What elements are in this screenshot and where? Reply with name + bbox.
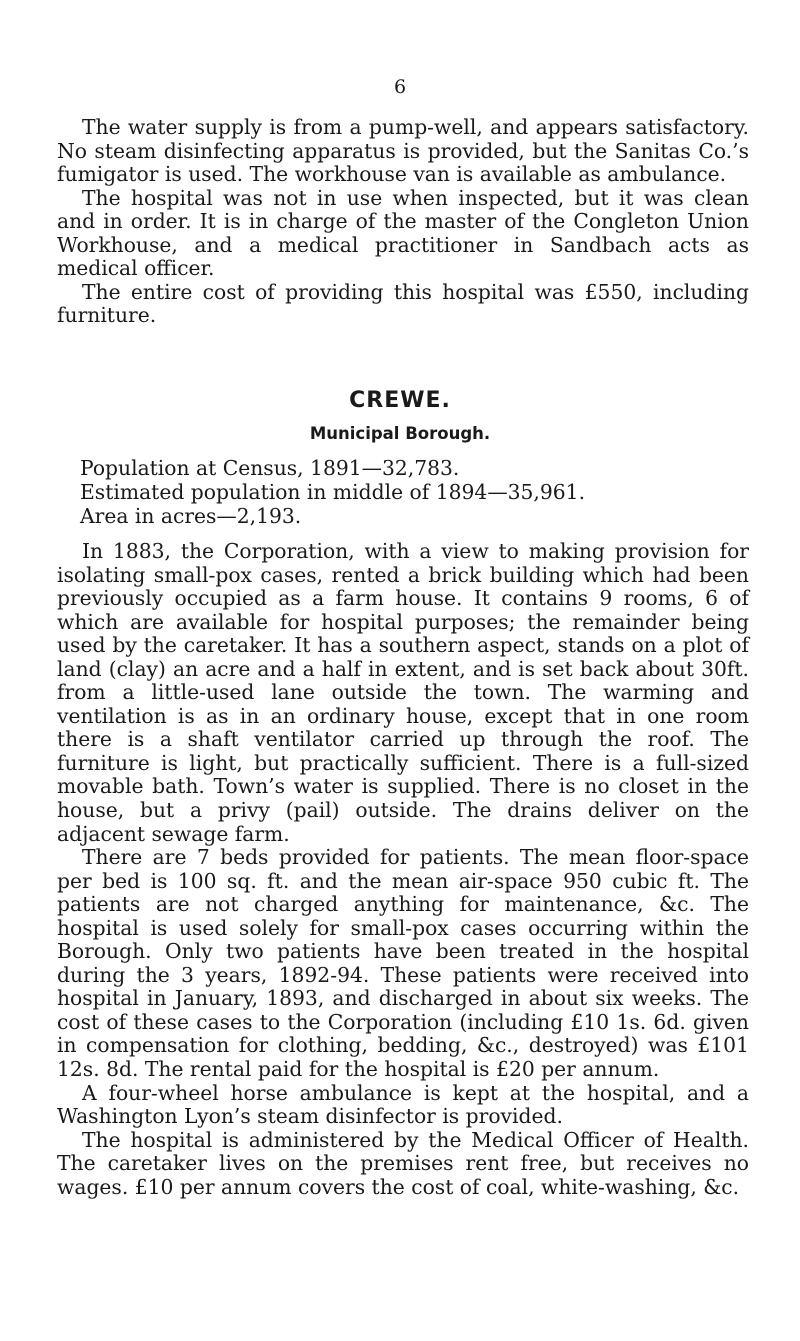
paragraph-water-supply: The water supply is from a pump-well, and appears satisfactory. No steam disinfecting apparatus is provided, but the Sanitas Co.’s fumigator is used. The workhouse van is available as ambulance. <box>57 115 749 187</box>
paragraph-hospital-inspection: The hospital was not in use when inspected, but it was clean and in order. It is in charge of the master of the Congleton Union Workhouse, and a medical practitioner in Sandbach acts as medical officer. <box>57 185 749 281</box>
paragraph-beds-and-patients: There are 7 beds provided for patients. The mean floor-space per bed is 100 sq. ft. and the mean air-space 950 cubic ft. The patients are not charged anything for maintenance, &c. The hospital is used solely for small-pox cases occurring within the Borough. Only two patients have been treated in the hospital during the 3 years, 1892-94. These patients were received into hospital in January, 1893, and discharged in about six weeks. The cost of these cases to the Corporation (including £10 1s. 6d. given in compensation for clothing, bedding, &c., destroyed) was £101 12s. 8d. The rental paid for the hospital is £20 per annum. <box>57 845 749 1082</box>
paragraph-building-description: In 1883, the Corporation, with a view to making provision for isolating small-pox cases, rented a brick building which had been previously occupied as a farm house. It contains 9 rooms, 6 of which are available for hospital purposes; the remainder being used by the caretaker. It has a southern aspect, stands on a plot of land (clay) an acre and a half in extent, and is set back about 30ft. from a little-used lane outside the town. The warming and ventilation is as in an ordinary house, except that in one room there is a shaft ventilator carried up through the roof. The furniture is light, but practically sufficient. There is a full-sized movable bath. Town’s water is supplied. There is no closet in the house, but a privy (pail) outside. The drains deliver on the adjacent sewage farm. <box>57 539 749 846</box>
stat-area: Area in acres—2,193. <box>80 503 302 528</box>
paragraph-administration: The hospital is administered by the Medical Officer of Health. The caretaker lives on the premises rent free, but receives no wages. £10 per annum covers the cost of coal, white-washing, &c. <box>57 1127 749 1199</box>
paragraph-hospital-cost: The entire cost of providing this hospital was £550, including furniture. <box>57 279 749 328</box>
paragraph-ambulance: A four-wheel horse ambulance is kept at the hospital, and a Washington Lyon’s steam disinfector is provided. <box>57 1080 749 1129</box>
population-stats <box>80 457 740 528</box>
stat-estimated-population: Estimated population in middle of 1894—35,961. <box>80 479 586 504</box>
intro-text-block <box>57 116 749 328</box>
section-title: CREWE. <box>349 388 451 413</box>
section-subtitle: Municipal Borough. <box>309 424 491 443</box>
stat-census-population: Population at Census, 1891—32,783. <box>80 456 460 480</box>
crewe-text-block <box>57 540 749 1199</box>
page-number: 6 <box>393 76 407 98</box>
